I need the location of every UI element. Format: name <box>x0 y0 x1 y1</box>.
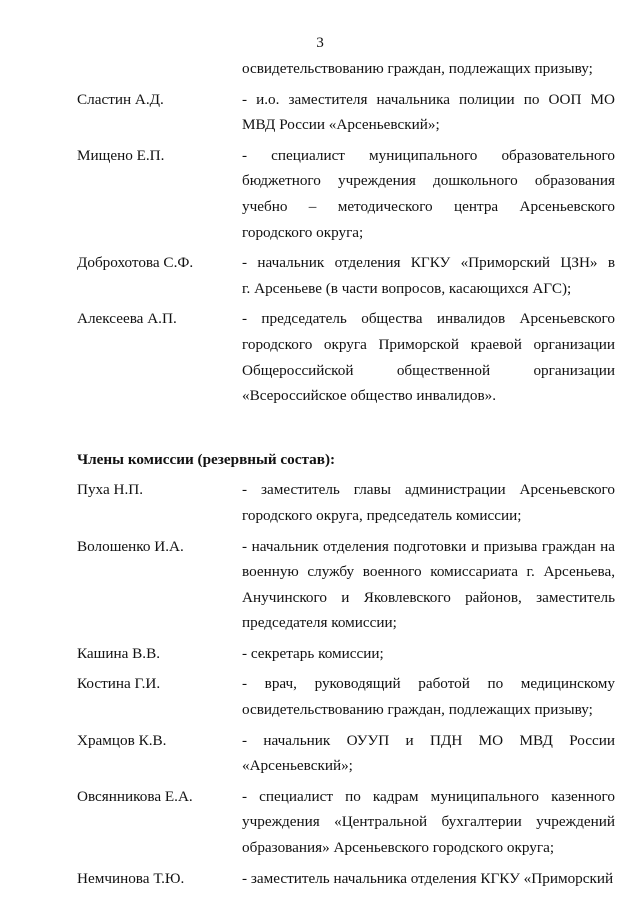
member-name: Немчинова Т.Ю. <box>77 869 185 887</box>
member-name: Храмцов К.В. <box>77 731 167 749</box>
role-line: городского округа; <box>242 223 364 241</box>
member-entry <box>0 477 640 528</box>
member-role <box>242 56 615 82</box>
member-name: Кашина В.В. <box>77 644 161 662</box>
member-entry <box>0 250 640 301</box>
role-line: - специалист по кадрам муниципального казенного <box>242 787 615 805</box>
member-entry <box>0 534 640 636</box>
member-entry <box>0 56 640 82</box>
role-line: учебно – методического центра Арсеньевского <box>242 197 615 215</box>
reserve-members-block <box>0 477 640 891</box>
role-line: - врач, руководящий работой по медицинскому <box>242 675 615 693</box>
role-line: - заместитель начальника отделения КГКУ «Приморский <box>242 869 614 887</box>
member-entry <box>0 728 640 779</box>
member-role <box>242 641 615 667</box>
member-role <box>242 784 615 861</box>
role-line: «Арсеньевский»; <box>242 757 353 775</box>
page-number: 3 <box>316 34 324 51</box>
role-line: городского округа, председатель комиссии; <box>242 506 522 524</box>
member-role <box>242 671 615 722</box>
role-line: - председатель общества инвалидов Арсеньевского <box>242 310 615 328</box>
member-role <box>242 306 615 408</box>
role-line: Общероссийской общественной организации <box>242 361 615 379</box>
role-line: - специалист муниципального образовательного <box>242 146 615 164</box>
member-name: Мищено Е.П. <box>77 146 165 164</box>
member-entry <box>0 671 640 722</box>
role-line: освидетельствованию граждан, подлежащих призыву; <box>242 701 593 719</box>
role-line: военную службу военного комиссариата г. Арсеньева, <box>242 563 615 581</box>
role-line: МВД России «Арсеньевский»; <box>242 116 440 134</box>
member-name: Доброхотова С.Ф. <box>77 254 194 272</box>
member-entry <box>0 784 640 861</box>
member-entry <box>0 306 640 408</box>
role-line: «Всероссийское общество инвалидов». <box>242 387 497 405</box>
main-members-block <box>0 56 640 409</box>
member-entry <box>0 866 640 892</box>
member-name: Пуха Н.П. <box>77 481 144 499</box>
member-name: Костина Г.И. <box>77 675 161 693</box>
member-role <box>242 143 615 245</box>
role-line: освидетельствованию граждан, подлежащих призыву; <box>242 60 593 77</box>
member-entry <box>0 87 640 138</box>
member-name: Волошенко И.А. <box>77 537 184 555</box>
role-line: - секретарь комиссии; <box>242 644 384 662</box>
role-line: председателя комиссии; <box>242 614 397 632</box>
role-line: учреждения «Центральной бухгалтерии учреждений <box>242 813 615 831</box>
member-entry <box>0 143 640 245</box>
member-role <box>242 534 615 636</box>
member-entry <box>0 641 640 667</box>
role-line: - начальник отделения КГКУ «Приморский ЦЗН» в <box>242 254 615 272</box>
member-role <box>242 477 615 528</box>
role-line: - начальник ОУУП и ПДН МО МВД России <box>242 731 615 749</box>
commission-list <box>0 56 640 891</box>
member-name: Сластин А.Д. <box>77 90 164 108</box>
member-name: Овсянникова Е.А. <box>77 787 193 805</box>
member-role <box>242 728 615 779</box>
role-line: образования» Арсеньевского городского округа; <box>242 839 555 857</box>
member-name <box>0 56 242 82</box>
role-line: г. Арсеньеве (в части вопросов, касающихся АГС); <box>242 279 572 297</box>
member-role <box>242 87 615 138</box>
member-name: Алексеева А.П. <box>77 310 177 328</box>
reserve-section-title: Члены комиссии (резервный состав): <box>77 450 336 468</box>
role-line: бюджетного учреждения дошкольного образования <box>242 172 615 190</box>
role-line: Анучинского и Яковлевского районов, заместитель <box>242 588 615 606</box>
role-line: - заместитель главы администрации Арсеньевского <box>242 481 615 499</box>
role-line: городского округа Приморской краевой организации <box>242 335 615 353</box>
role-line: - и.о. заместителя начальника полиции по ООП МО <box>242 90 615 108</box>
member-role <box>242 866 615 892</box>
member-role <box>242 250 615 301</box>
role-line: - начальник отделения подготовки и призыва граждан на <box>242 537 615 555</box>
